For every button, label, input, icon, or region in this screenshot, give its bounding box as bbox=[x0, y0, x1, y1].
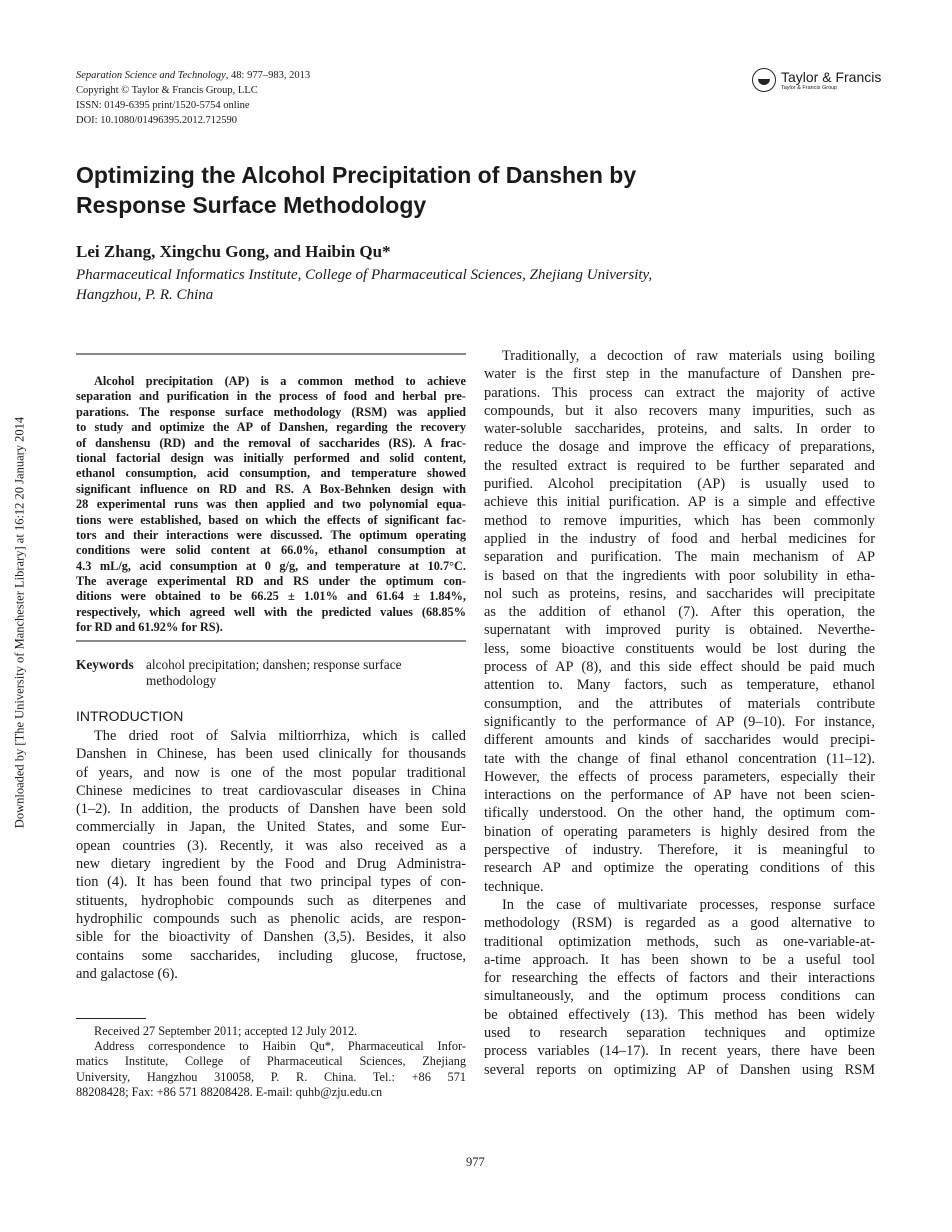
text-line: Traditionally, a decoction of raw materials using boiling bbox=[502, 348, 875, 364]
text-line: commercially in Japan, the United States, and some Eur- bbox=[76, 819, 466, 836]
journal-header bbox=[76, 68, 310, 128]
text-line: Address correspondence to Haibin Qu*, Pharmaceutical Infor- bbox=[94, 1039, 466, 1054]
text-line: interactions on the performance of AP have not been scien- bbox=[484, 787, 875, 804]
text-line: Alcohol precipitation (AP) is a common method to achieve bbox=[94, 374, 466, 388]
text-line: tional factorial design was initially performed and solid content, bbox=[76, 450, 466, 465]
publisher-group: Taylor & Francis Group bbox=[781, 84, 838, 91]
text-line: as the addition of ethanol (7). After this operation, the bbox=[484, 604, 875, 621]
affiliation-line: Pharmaceutical Informatics Institute, College of Pharmaceutical Sciences, Zhejiang University, bbox=[76, 267, 653, 283]
text-line: The dried root of Salvia miltiorrhiza, which is called bbox=[94, 728, 466, 744]
keywords-line: methodology bbox=[146, 673, 217, 688]
text-line: method to remove impurities, which has been commonly bbox=[484, 512, 875, 529]
text-line: tors and their interactions were discussed. The optimum operating bbox=[76, 527, 466, 542]
text-line: 4.3 mL/g, acid consumption at 0 g/g, and temperature at 10.7°C. bbox=[76, 558, 466, 573]
issn: ISSN: 0149-6395 print/1520-5754 online bbox=[76, 100, 250, 111]
text-line: Danshen in Chinese, has been used clinically for thousands bbox=[76, 746, 466, 763]
text-line: However, the effects of process parameters, especially their bbox=[484, 768, 875, 785]
text-line: respectively, which agreed well with the predicted values (68.85% bbox=[76, 604, 466, 619]
text-line: compounds, but it also recovers many impurities, such as bbox=[484, 402, 875, 419]
text-line: separation and purification in the process of food and herbal pre- bbox=[76, 389, 466, 404]
text-line: water-soluble saccharides, proteins, and salts. In order to bbox=[484, 421, 875, 438]
text-line: the resulted extract is required to be further separated and bbox=[484, 457, 875, 474]
text-line: Received 27 September 2011; accepted 12 July 2012. bbox=[94, 1024, 358, 1038]
text-line: for researching the effects of factors and their interactions bbox=[484, 970, 875, 987]
text-line: to study and optimize the AP of Danshen, regarding the recovery bbox=[76, 420, 466, 435]
text-line: consumption, and the attributes of materials contribute bbox=[484, 695, 875, 712]
abstract bbox=[76, 374, 466, 636]
text-line: methodology (RSM) is regarded as a good alternative to bbox=[484, 915, 875, 932]
text-line: significant influence on RD and RS. A Box-Behnken design with bbox=[76, 481, 466, 496]
keywords-line: alcohol precipitation; danshen; response surface bbox=[146, 657, 402, 672]
text-line: supernatant with improved purity is obtained. Neverthe- bbox=[484, 622, 875, 639]
footnote-rule bbox=[76, 1018, 146, 1019]
text-line: used to research separation techniques and optimize bbox=[484, 1025, 875, 1042]
text-line: stituents, hydrophobic compounds such as diterpenes and bbox=[76, 892, 466, 909]
doi: DOI: 10.1080/01496395.2012.712590 bbox=[76, 115, 237, 126]
text-line: 28 experimental runs was then applied and two polynomial equa- bbox=[76, 497, 466, 512]
text-line: tions were established, based on which the effects of significant fac- bbox=[76, 512, 466, 527]
text-line: attention to. Many factors, such as temperature, ethanol bbox=[484, 677, 875, 694]
affiliation-line: Hangzhou, P. R. China bbox=[76, 287, 214, 303]
text-line: reduce the dosage and improve the efficacy of preparations, bbox=[484, 439, 875, 456]
text-line: bination of operating parameters is highly desired from the bbox=[484, 823, 875, 840]
text-line: of danshensu (RD) and the removal of saccharides (RS). A frac- bbox=[76, 435, 466, 450]
text-line: process variables (14–17). In recent years, there have been bbox=[484, 1043, 875, 1060]
text-line: new dietary ingredient by the Food and Drug Administra- bbox=[76, 856, 466, 873]
text-line: contains some saccharides, including glucose, fructose, bbox=[76, 947, 466, 964]
text-line: tate with the change of final ethanol concentration (11–12). bbox=[484, 750, 875, 767]
right-paragraph-1 bbox=[484, 347, 875, 896]
text-line: ethanol consumption, acid consumption, and temperature showed bbox=[76, 466, 466, 481]
paper-title bbox=[76, 160, 636, 220]
text-line: conditions were solid content at 66.0%, ethanol consumption at bbox=[76, 543, 466, 558]
text-line: simultaneously, and the optimum process conditions can bbox=[484, 988, 875, 1005]
text-line: less, some bioactive constituents would be lost during the bbox=[484, 640, 875, 657]
publisher-name: Taylor & Francis bbox=[781, 68, 882, 85]
text-line: technique. bbox=[484, 878, 544, 895]
text-line: matics Institute, College of Pharmaceutical Sciences, Zhejiang bbox=[76, 1054, 466, 1069]
abstract-top-rule bbox=[76, 353, 466, 355]
text-line: several reports on optimizing AP of Danshen using RSM bbox=[484, 1061, 875, 1078]
publisher-logo bbox=[752, 68, 881, 92]
keywords bbox=[76, 657, 466, 689]
page-number: 977 bbox=[466, 1155, 485, 1169]
text-line: process of AP (8), and this side effect should be paid much bbox=[484, 659, 875, 676]
footnote bbox=[76, 1024, 466, 1100]
text-line: significantly to the performance of AP (9–10). For instance, bbox=[484, 713, 875, 730]
text-line: for RD and 61.92% for RS). bbox=[76, 620, 223, 635]
text-line: opean countries (3). Recently, it was also received as a bbox=[76, 837, 466, 854]
abstract-bottom-rule bbox=[76, 640, 466, 642]
title-line: Optimizing the Alcohol Precipitation of Danshen by bbox=[76, 162, 637, 188]
text-line: (1–2). In addition, the products of Danshen have been sold bbox=[76, 801, 466, 818]
intro-paragraph bbox=[76, 727, 466, 983]
text-line: tifically understood. On the other hand, the optimum com- bbox=[484, 805, 875, 822]
text-line: achieve this initial purification. AP is a simple and effective bbox=[484, 494, 875, 511]
text-line: of years, and now is one of the most popular traditional bbox=[76, 764, 466, 781]
text-line: perspective of industry. Therefore, it is meaningful to bbox=[484, 842, 875, 859]
text-line: be obtained effectively (13). This method has been widely bbox=[484, 1006, 875, 1023]
text-line: tion (4). It has been found that two principal types of con- bbox=[76, 874, 466, 891]
text-line: traditional optimization methods, such as one-variable-at- bbox=[484, 933, 875, 950]
text-line: 88208428; Fax: +86 571 88208428. E-mail: quhb@zju.edu.cn bbox=[76, 1084, 383, 1099]
text-line: is based on that the ingredients with poor solubility in etha- bbox=[484, 567, 875, 584]
text-line: parations. This process can extract the majority of active bbox=[484, 384, 875, 401]
text-line: ditions were obtained to be 66.25 ± 1.01% and 61.64 ± 1.84%, bbox=[76, 589, 466, 604]
text-line: and galactose (6). bbox=[76, 965, 178, 982]
journal-name: Separation Science and Technology bbox=[76, 70, 226, 81]
publisher-lamp-icon bbox=[752, 68, 776, 92]
text-line: different amounts and kinds of saccharides would precipi- bbox=[484, 732, 875, 749]
copyright: Copyright © Taylor & Francis Group, LLC bbox=[76, 85, 258, 96]
text-line: sible for the bioactivity of Danshen (3,5). Besides, it also bbox=[76, 929, 466, 946]
text-line: separation and purification. The main mechanism of AP bbox=[484, 549, 875, 566]
text-line: a-time approach. It has been shown to be a useful tool bbox=[484, 951, 875, 968]
text-line: water is the first step in the manufacture of Danshen pre- bbox=[484, 366, 875, 383]
text-line: parations. The response surface methodology (RSM) was applied bbox=[76, 404, 466, 419]
title-line: Response Surface Methodology bbox=[76, 192, 427, 218]
text-line: The average experimental RD and RS under the optimum con- bbox=[76, 574, 466, 589]
right-paragraph-2 bbox=[484, 896, 875, 1079]
journal-citation: , 48: 977–983, 2013 bbox=[225, 70, 311, 81]
text-line: purified. Alcohol precipitation (AP) is usually used to bbox=[484, 476, 875, 493]
keywords-label: Keywords bbox=[76, 657, 134, 672]
section-heading-introduction: INTRODUCTION bbox=[76, 708, 184, 724]
authors: Lei Zhang, Xingchu Gong, and Haibin Qu* bbox=[76, 242, 391, 261]
text-line: research AP and optimize the operating conditions of this bbox=[484, 860, 875, 877]
affiliation bbox=[76, 265, 652, 305]
text-line: nol such as proteins, resins, and saccharides will precipitate bbox=[484, 585, 875, 602]
text-line: University, Hangzhou 310058, P. R. China. Tel.: +86 571 bbox=[76, 1069, 466, 1084]
text-line: In the case of multivariate processes, response surface bbox=[502, 897, 875, 913]
download-notice: Downloaded by [The University of Manchester Library] at 16:12 20 January 2014 bbox=[12, 416, 27, 829]
text-line: hydrophilic compounds such as phenolic acids, are respon- bbox=[76, 910, 466, 927]
text-line: applied in the industry of food and herbal medicines for bbox=[484, 530, 875, 547]
text-line: Chinese medicines to treat cardiovascular diseases in China bbox=[76, 782, 466, 799]
